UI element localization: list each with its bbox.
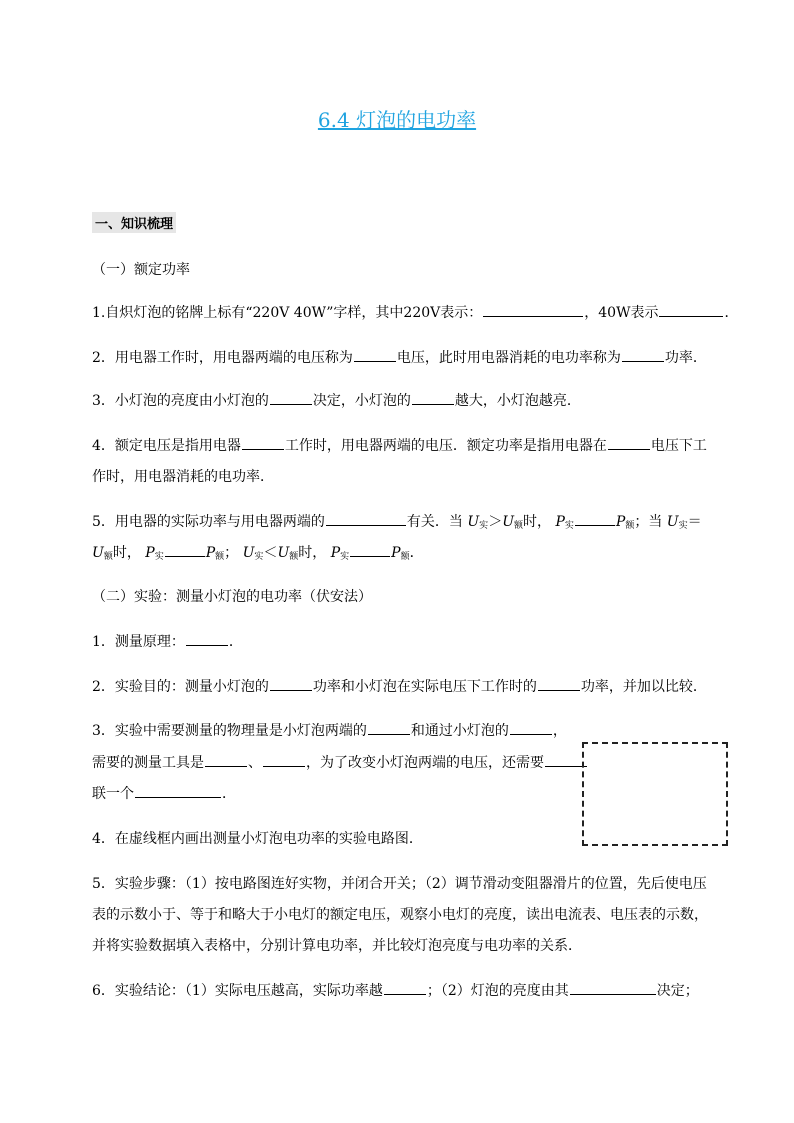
experiment-2	[92, 676, 707, 696]
text: 电压下工	[650, 438, 707, 454]
text: 2．用电器工作时，用电器两端的电压称为	[92, 350, 353, 366]
text: ＞	[488, 514, 503, 530]
experiment-4: 4．在虚线框内画出测量小灯泡电功率的实验电路图．	[92, 831, 423, 847]
subscript: 实	[340, 552, 350, 562]
answer-blank[interactable]	[412, 403, 454, 405]
question-1	[92, 302, 738, 322]
answer-blank[interactable]	[659, 315, 723, 317]
answer-blank[interactable]	[570, 993, 656, 995]
subscript: 额	[625, 521, 635, 531]
answer-blank[interactable]	[384, 993, 426, 995]
subscript: 额	[103, 552, 113, 562]
text: 决定，小灯泡的	[312, 393, 411, 409]
symbol-u: U	[666, 514, 679, 530]
text: 1.自炽灯泡的铭牌上标有“220V 40W”字样，其中220V表示：	[92, 305, 483, 321]
answer-blank[interactable]	[545, 765, 587, 767]
subscript: 额	[289, 552, 299, 562]
text: 功率和小灯泡在实际电压下工作时的	[312, 679, 537, 695]
subscript: 实	[154, 552, 164, 562]
answer-blank[interactable]	[165, 555, 205, 557]
subscript: 实	[678, 521, 688, 531]
text: 3．实验中需要测量的物理量是小灯泡两端的	[92, 723, 367, 739]
text: ．	[724, 305, 739, 321]
text: ，为了改变小灯泡两端的电压，还需要	[306, 755, 544, 771]
text: 6．实验结论：（1）实际电压越高，实际功率越	[92, 983, 383, 999]
text: 功率，并加以比较．	[580, 679, 707, 695]
experiment-3-line2	[92, 752, 588, 772]
answer-blank[interactable]	[135, 796, 221, 798]
answer-blank[interactable]	[575, 524, 615, 526]
symbol-p: P	[145, 545, 155, 561]
symbol-u: U	[92, 545, 104, 561]
symbol-p: P	[330, 545, 341, 561]
text: 1．测量原理：	[92, 634, 185, 650]
text: 有关．当	[406, 514, 463, 530]
answer-blank[interactable]	[483, 315, 583, 317]
text: ，40W表示	[584, 305, 659, 321]
symbol-u: U	[277, 545, 290, 561]
symbol-p: P	[391, 545, 401, 561]
subscript: 额	[400, 552, 410, 562]
text: 时，	[523, 514, 552, 530]
answer-blank[interactable]	[368, 733, 410, 735]
question-4	[92, 435, 707, 455]
page-title: 6.4 灯泡的电功率	[317, 108, 477, 132]
text: ；	[224, 545, 239, 561]
text: 需要的测量工具是	[92, 755, 204, 771]
text: 功率．	[664, 350, 707, 366]
experiment-5-line2: 表的示数小于、等于和略大于小电灯的额定电压，观察小电灯的亮度，读出电流表、电压表的示数，	[92, 907, 708, 923]
answer-blank[interactable]	[326, 524, 406, 526]
question-2	[92, 347, 707, 367]
experiment-3-line3	[92, 783, 236, 803]
symbol-u: U	[502, 514, 514, 530]
symbol-p: P	[555, 514, 565, 530]
text: ．	[409, 545, 424, 561]
text: ．	[222, 786, 236, 802]
question-5	[92, 511, 702, 531]
answer-blank[interactable]	[622, 360, 664, 362]
answer-blank[interactable]	[538, 689, 580, 691]
subscript: 实	[564, 521, 574, 531]
symbol-p: P	[205, 545, 216, 561]
experiment-6	[92, 980, 699, 1000]
text: 电压，此时用电器消耗的电功率称为	[396, 350, 621, 366]
answer-blank[interactable]	[270, 403, 312, 405]
answer-blank[interactable]	[242, 448, 284, 450]
question-5-cont	[92, 542, 424, 562]
question-4-cont: 作时，用电器消耗的电功率．	[92, 469, 274, 485]
subscript: 额	[514, 521, 524, 531]
text: 和通过小灯泡的	[410, 723, 509, 739]
answer-blank[interactable]	[270, 689, 312, 691]
text: 4．额定电压是指用电器	[92, 438, 241, 454]
question-3	[92, 390, 581, 410]
text: 联一个	[92, 786, 134, 802]
text: ；当	[634, 514, 663, 530]
answer-blank[interactable]	[354, 360, 396, 362]
subscript: 额	[215, 552, 225, 562]
answer-blank[interactable]	[510, 733, 552, 735]
text: 工作时，用电器两端的电压．额定功率是指用电器在	[284, 438, 607, 454]
experiment-5-line1: 5．实验步骤：（1）按电路图连好实物，并闭合开关；（2）调节滑动变阻器滑片的位置，先后使电压	[92, 876, 707, 892]
circuit-diagram-box[interactable]	[582, 742, 728, 846]
text: ．	[228, 634, 243, 650]
text: 2．实验目的：测量小灯泡的	[92, 679, 269, 695]
subheading-experiment: （二）实验：测量小灯泡的电功率（伏安法）	[92, 589, 372, 605]
symbol-u: U	[467, 514, 480, 530]
text: ；（2）灯泡的亮度由其	[426, 983, 569, 999]
experiment-1	[92, 631, 243, 651]
experiment-3	[92, 720, 567, 740]
text: 时，	[298, 545, 327, 561]
experiment-5-line3: 并将实验数据填入表格中，分别计算电功率，并比较灯泡亮度与电功率的关系．	[92, 938, 582, 954]
text: 5．用电器的实际功率与用电器两端的	[92, 514, 325, 530]
subscript: 实	[254, 552, 264, 562]
section-heading: 一、知识梳理	[92, 212, 176, 233]
answer-blank[interactable]	[205, 765, 247, 767]
text: 决定；	[656, 983, 699, 999]
symbol-u: U	[242, 545, 255, 561]
answer-blank[interactable]	[186, 644, 228, 646]
text: ，	[552, 723, 567, 739]
symbol-p: P	[615, 514, 626, 530]
answer-blank[interactable]	[608, 448, 650, 450]
text: ＝	[687, 514, 702, 530]
answer-blank[interactable]	[350, 555, 390, 557]
text: 、	[248, 755, 262, 771]
text: ＜	[263, 545, 278, 561]
subheading-rated-power: （一）额定功率	[92, 262, 190, 278]
text: 3．小灯泡的亮度由小灯泡的	[92, 393, 269, 409]
subscript: 实	[479, 521, 489, 531]
answer-blank[interactable]	[263, 765, 305, 767]
text: 时，	[112, 545, 141, 561]
text: 越大，小灯泡越亮．	[454, 393, 581, 409]
